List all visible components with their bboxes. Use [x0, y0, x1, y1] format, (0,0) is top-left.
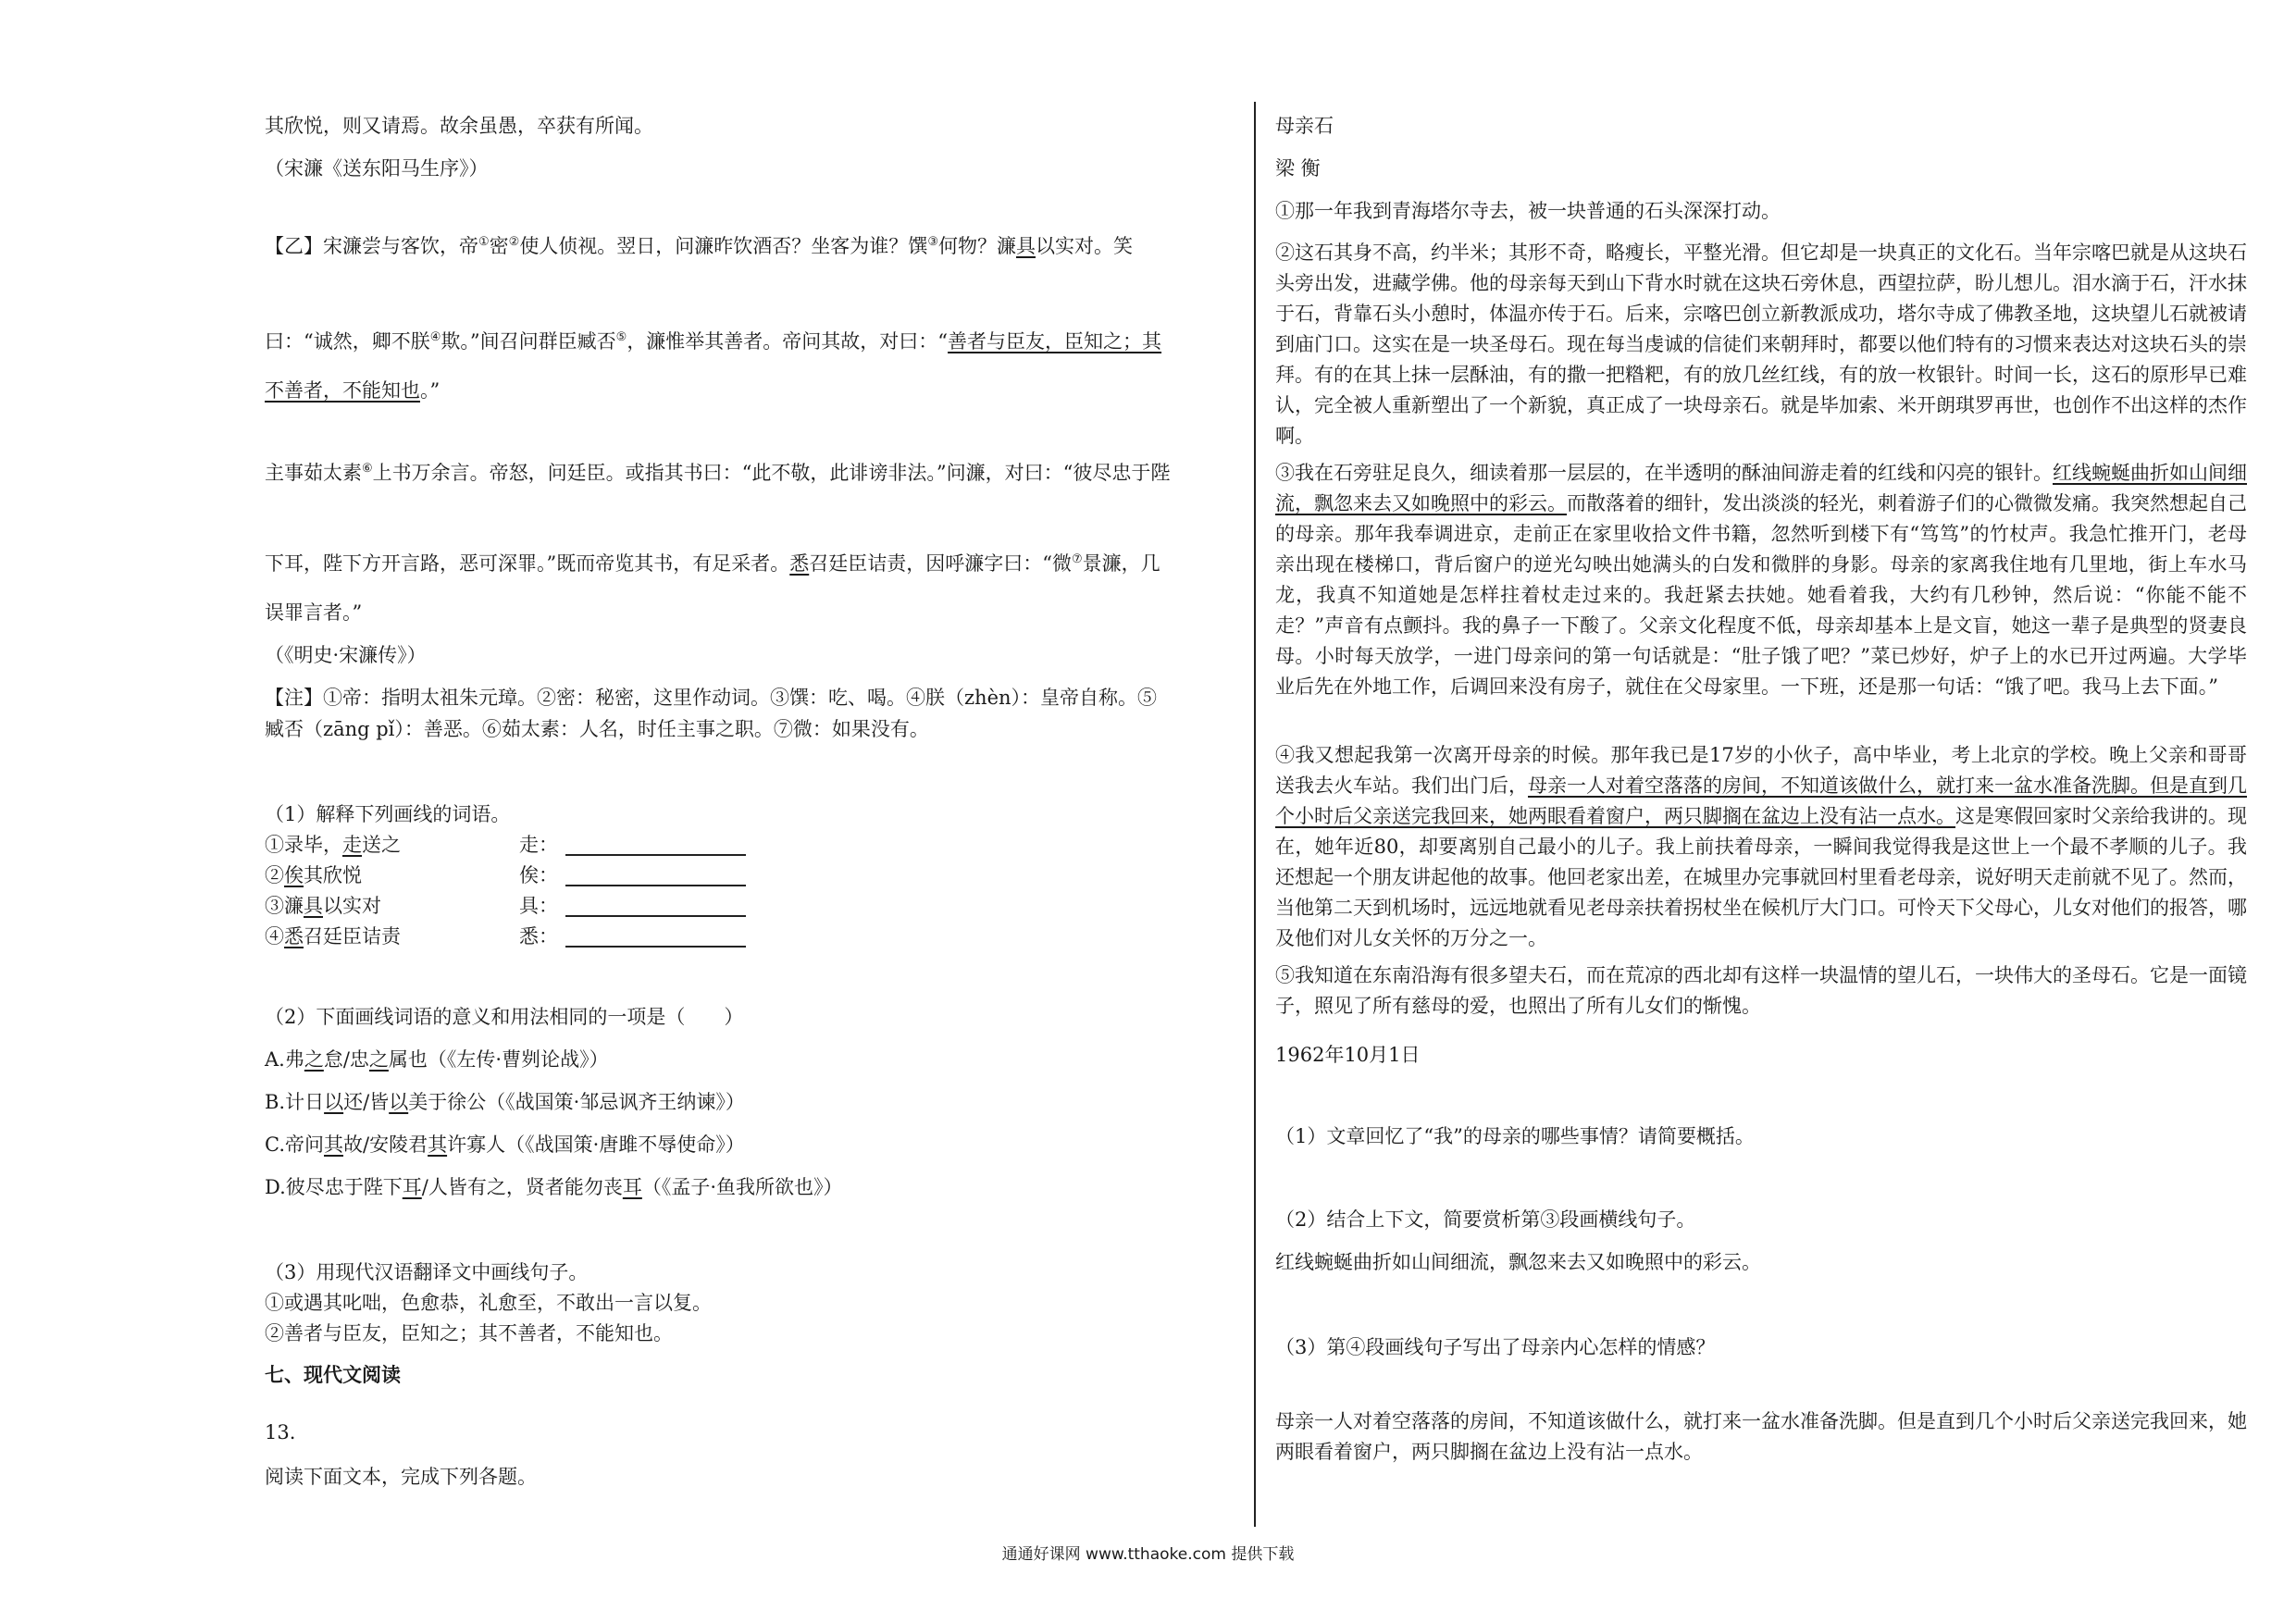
paragraph-4: ④我又想起我第一次离开母亲的时候。那年我已是17岁的小伙子，高中毕业，考上北京的学校。晚上父亲和哥哥送我去火车站。我们出门后，母亲一人对着空落落的房间，不知道该做什么，就打来一盆水准备洗脚。但是直到几个小时后父亲送完我回来，她两眼看着窗户，两只脚搁在盆边上没有沾一点水。这是寒假回家时父亲给我讲的。现在，她年近80，却要离别自己最小的儿子。我上前扶着母亲，一瞬间我觉得我是这世上一个最不孝顺的儿子。我还想起一个朋友讲起他的故事。他回老家出差，在城里办完事就回村里看老母亲，说好明天走前就不见了。然而，当他第二天到机场时，远远地就看见老母亲扶着拐杖坐在候机厅大门口。可怜天下父母心，儿女对他们的报答，哪及他们对儿女关怀的万分之一。	[1275, 744, 2247, 949]
q2-option-a: A.弗之怠/忠之属也（《左传·曹刿论战》）	[265, 1048, 609, 1071]
article-date: 1962年10月1日	[1275, 1044, 1421, 1066]
note-line-2: 臧否（zāng pǐ）：善恶。⑥茹太素：人名，时任主事之职。⑦微：如果没有。	[265, 718, 929, 740]
q2-option-b: B.计日以还/皆以美于徐公（《战国策·邹忌讽齐王纳谏》）	[265, 1091, 745, 1113]
q1-item: ③濂具以实对 具：	[265, 891, 381, 922]
rq2: （2）结合上下文，简要赏析第③段画横线句子。	[1275, 1208, 1696, 1231]
paragraph-3: ③我在石旁驻足良久，细读着那一层层的，在半透明的酥油间游走着的红线和闪亮的银针。红线蜿蜒曲折如山间细流，飘忽来去又如晚照中的彩云。而散落着的细针，发出淡淡的轻光，刺着游子们的心微微发痛。我突然想起自己的母亲。那年我奉调进京，走前正在家里收拾文件书籍，忽然听到楼下有“笃笃”的竹杖声。我急忙推开门，老母亲出现在楼梯口，背后窗户的逆光勾映出她满头的白发和微胖的身影。母亲的家离我住地有几里地，街上车水马龙，我真不知道她是怎样拄着杖走过来的。我赶紧去扶她。她看着我，大约有几秒钟，然后说：“你能不能不走？”声音有点颤抖。我的鼻子一下酸了。父亲文化程度不低，母亲却基本上是文盲，她这一辈子是典型的贤妻良母。小时每天放学，一进门母亲问的第一句话就是：“肚子饿了吧？”菜已炒好，炉子上的水已开过两遍。大学毕业后先在外地工作，后调回来没有房子，就住在父母家里。一下班，还是那一句话：“饿了吧。我马上去下面。”	[1275, 462, 2247, 698]
q3-sentence-2: ②善者与臣友，臣知之；其不善者，不能知也。	[265, 1322, 673, 1344]
q2-option-c: C.帝问其故/安陵君其许寡人（《战国策·唐雎不辱使命》）	[265, 1134, 745, 1156]
q1-item: ①录毕，走送之 走：	[265, 830, 401, 861]
q3-sentence-1: ①或遇其叱咄，色愈恭，礼愈至，不敢出一言以复。	[265, 1292, 712, 1314]
article-title: 母亲石	[1275, 115, 1334, 137]
yi-line-5: 下耳，陛下方开言路，恶可深罪。”既而帝览其书，有足采者。悉召廷臣诘责，因呼濂字曰：“微⑦景濂，几	[265, 552, 1160, 575]
yi-line-6: 误罪言者。”	[265, 601, 363, 624]
yi-line-2: 曰：“诚然，卿不朕④欺。”间召问群臣臧否⑤，濂惟举其善者。帝问其故，对曰：“善者与臣友，臣知之；其	[265, 330, 1162, 353]
q1-item: ②俟其欣悦 俟：	[265, 861, 362, 891]
q2-title: （2）下面画线词语的意义和用法相同的一项是（ ）	[265, 1006, 744, 1028]
yi-line-4: 主事茹太素⑥上书万余言。帝怒，问廷臣。或指其书曰：“此不敬，此诽谤非法。”问濂，对曰：“彼尽忠于陛	[265, 462, 1171, 484]
q2-option-d: D.彼尽忠于陛下耳/人皆有之，贤者能勿丧耳（《孟子·鱼我所欲也》）	[265, 1176, 843, 1198]
instructions: 阅读下面文本，完成下列各题。	[265, 1466, 537, 1488]
rq3-quote: 母亲一人对着空落落的房间，不知道该做什么，就打来一盆水准备洗脚。但是直到几个小时后父亲送完我回来，她两眼看着窗户，两只脚搁在盆边上没有沾一点水。	[1275, 1410, 2247, 1463]
yi-line-3: 不善者，不能知也。”	[265, 379, 441, 402]
question-number: 13.	[265, 1421, 296, 1443]
q3-title: （3）用现代汉语翻译文中画线句子。	[265, 1261, 589, 1283]
paragraph-2: ②这石其身不高，约半米；其形不奇，略瘦长，平整光滑。但它却是一块真正的文化石。当年宗喀巴就是从这块石头旁出发，进藏学佛。他的母亲每天到山下背水时就在这块石旁休息，西望拉萨，盼儿想儿。泪水滴于石，汗水抹于石，背靠石头小憩时，体温亦传于石。后来，宗喀巴创立新教派成功，塔尔寺成了佛教圣地，这块望儿石就被请到庙门口。这实在是一块圣母石。现在每当虔诚的信徒们来朝拜时，都要以他们特有的习惯来表达对这块石头的崇拜。有的在其上抹一层酥油，有的撒一把糌粑，有的放几丝红线，有的放一枚银针。时间一长，这石的原形早已难认，完全被人重新塑出了一个新貌，真正成了一块母亲石。就是毕加索、米开朗琪罗再世，也创作不出这样的杰作啊。	[1275, 242, 2247, 447]
jia-end-line: 其欣悦，则又请焉。故余虽愚，卒获有所闻。	[265, 115, 653, 137]
source-jia: （宋濂《送东阳马生序》）	[265, 157, 489, 180]
note-line-1: 【注】①帝：指明太祖朱元璋。②密：秘密，这里作动词。③馔：吃、喝。④朕（zhèn）：皇帝自称。⑤	[265, 687, 1158, 709]
article-author: 梁 衡	[1275, 157, 1321, 180]
source-yi: （《明史·宋濂传》）	[265, 644, 427, 666]
paragraph-1: ①那一年我到青海塔尔寺去，被一块普通的石头深深打动。	[1275, 200, 1781, 222]
paragraph-5: ⑤我知道在东南沿海有很多望夫石，而在荒凉的西北却有这样一块温情的望儿石，一块伟大的圣母石。它是一面镜子，照见了所有慈母的爱，也照出了所有儿女们的惭愧。	[1275, 964, 2247, 1017]
answer-blank[interactable]	[565, 836, 746, 856]
column-divider	[1254, 102, 1256, 1527]
footer-credit: 通通好课网 www.tthaoke.com 提供下载	[1001, 1545, 1295, 1564]
answer-blank[interactable]	[565, 927, 746, 948]
rq3: （3）第④段画线句子写出了母亲内心怎样的情感？	[1275, 1336, 1716, 1358]
answer-blank[interactable]	[565, 897, 746, 917]
answer-blank[interactable]	[565, 866, 746, 886]
q1-item: ④悉召廷臣诘责 悉：	[265, 922, 401, 952]
rq2-quote: 红线蜿蜒曲折如山间细流，飘忽来去又如晚照中的彩云。	[1275, 1251, 1761, 1273]
rq1: （1）文章回忆了“我”的母亲的哪些事情？请简要概括。	[1275, 1125, 1755, 1147]
yi-line-1: 【乙】宋濂尝与客饮，帝①密②使人侦视。翌日，问濂昨饮酒否？坐客为谁？馔③何物？濂具以实对。笑	[265, 235, 1133, 257]
q1-title: （1）解释下列画线的词语。	[265, 803, 511, 825]
section-heading: 七、现代文阅读	[265, 1363, 401, 1386]
